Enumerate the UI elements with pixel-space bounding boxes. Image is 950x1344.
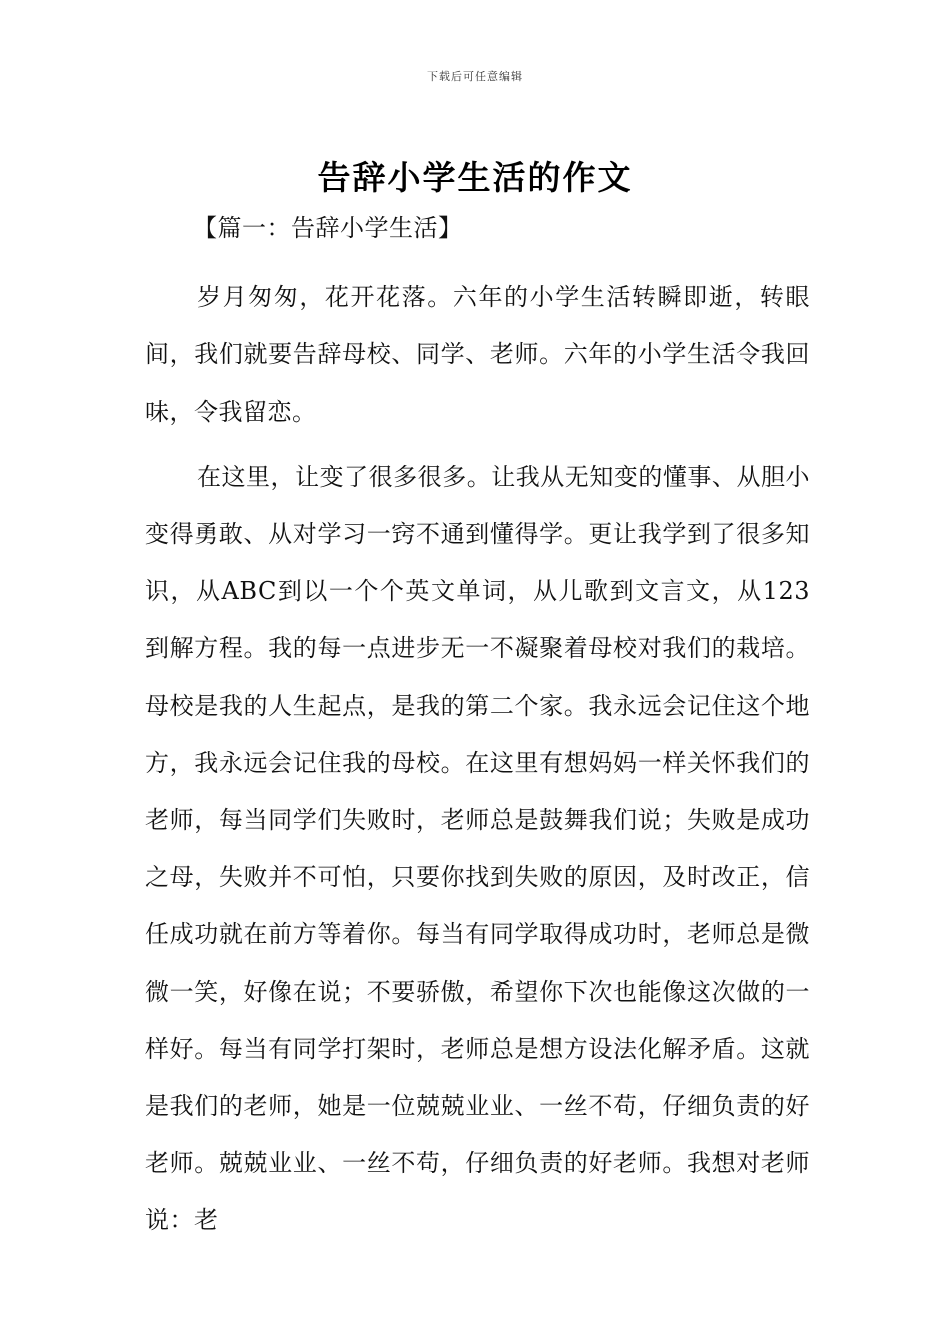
- document-body: [145, 200, 810, 1258]
- header-note: 下载后可任意编辑: [427, 70, 523, 83]
- paragraph-2: 在这里，让变了很多很多。让我从无知变的懂事、从胆小变得勇敢、从对学习一窍不通到懂得学。更让我学到了很多知识，从ABC到以一个个英文单词，从儿歌到文言文，从123到解方程。我的每一点进步无一不凝聚着母校对我们的栽培。母校是我的人生起点，是我的第二个家。我永远会记住这个地方，我永远会记住我的母校。在这里有想妈妈一样关怀我们的老师，每当同学们失败时，老师总是鼓舞我们说；失败是成功之母，失败并不可怕，只要你找到失败的原因，及时改正，信任成功就在前方等着你。每当有同学取得成功时，老师总是微微一笑，好像在说；不要骄傲，希望你下次也能像这次做的一样好。每当有同学打架时，老师总是想方设法化解矛盾。这就是我们的老师，她是一位兢兢业业、一丝不苟，仔细负责的好老师。兢兢业业、一丝不苟，仔细负责的好老师。我想对老师说：老: [145, 462, 810, 1235]
- document-title: 告辞小学生活的作文: [317, 158, 633, 198]
- section-heading: 【篇一：告辞小学生活】: [193, 214, 463, 242]
- paragraph-1: 岁月匆匆，花开花落。六年的小学生活转瞬即逝，转眼间，我们就要告辞母校、同学、老师。六年的小学生活令我回味，令我留恋。: [145, 283, 810, 426]
